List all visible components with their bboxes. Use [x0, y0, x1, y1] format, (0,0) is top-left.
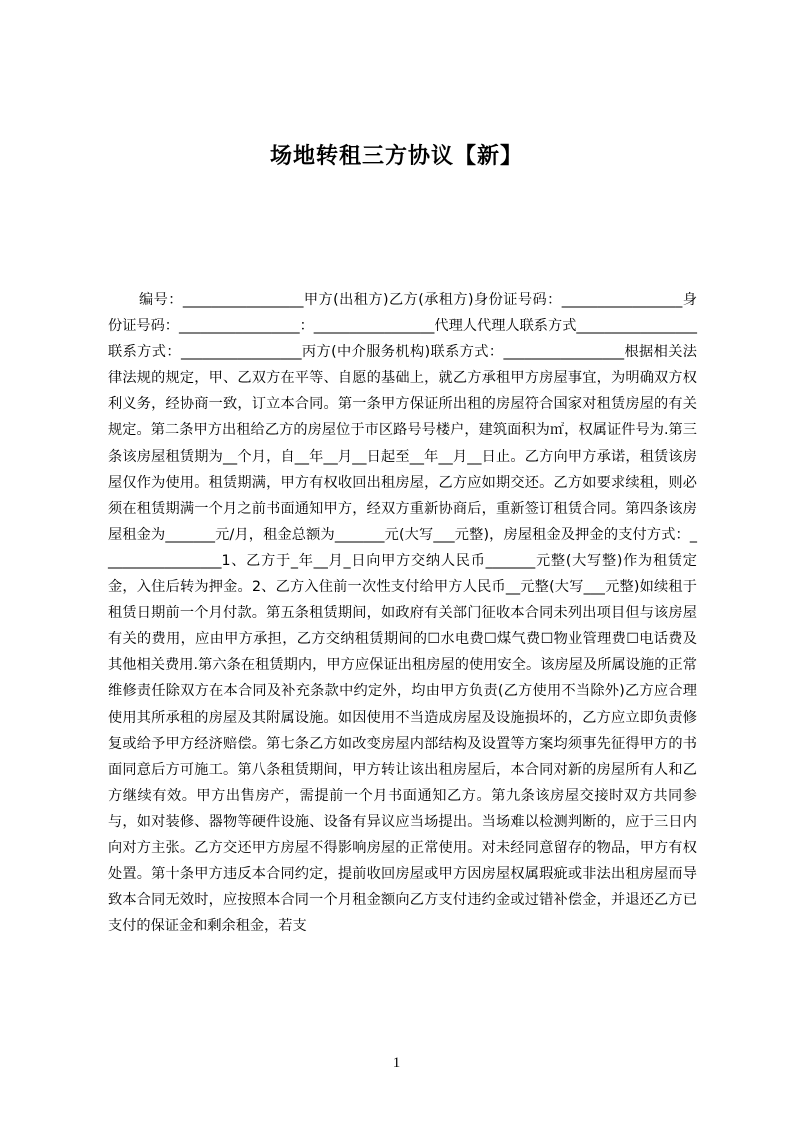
document-title: 场地转租三方协议【新】	[269, 144, 523, 169]
contract-body-text: 编号：_________________甲方(出租方)乙方(承租方)身份证号码：_________________身份证号码：_________________：_________________代理人代理人联系方式_________________联系方式：_________________丙方(中介服务机构)联系方式：_________________根据相关法律法规的规定，甲、乙双方在平等、自愿的基础上，就乙方承租甲方房屋事宜，为明确双方权利义务，经协商一致，订立本合同。第一条甲方保证所出租的房屋符合国家对租赁房屋的有关规定。第二条甲方出租给乙方的房屋位于市区路号号楼户，建筑面积为㎡，权属证件号为.第三条该房屋租赁期为__个月，自__年__月__日起至__年__月__日止。乙方向甲方承诺，租赁该房屋仅作为使用。租赁期满，甲方有权收回出租房屋，乙方应如期交还。乙方如要求续租，则必须在租赁期满一个月之前书面通知甲方，经双方重新协商后，重新签订租赁合同。第四条该房屋租金为_______元/月，租金总额为_______元(大写___元整)，房屋租金及押金的支付方式：_________________1、乙方于_年__月_日向甲方交纳人民币_______元整(大写整)作为租赁定金，入住后转为押金。2、乙方入住前一次性支付给甲方人民币__元整(大写___元整)如续租于租赁日期前一个月付款。第五条租赁期间，如政府有关部门征收本合同未列出项目但与该房屋有关的费用，应由甲方承担，乙方交纳租赁期间的☐水电费☐煤气费☐物业管理费☐电话费及其他相关费用.第六条在租赁期内，甲方应保证出租房屋的使用安全。该房屋及所属设施的正常维修责任除双方在本合同及补充条款中约定外，均由甲方负责(乙方使用不当除外)乙方应合理使用其所承租的房屋及其附属设施。如因使用不当造成房屋及设施损坏的，乙方应立即负责修复或给予甲方经济赔偿。第七条乙方如改变房屋内部结构及设置等方案均须事先征得甲方的书面同意后方可施工。第八条租赁期间，甲方转让该出租房屋后，本合同对新的房屋所有人和乙方继续有效。甲方出售房产，需提前一个月书面通知乙方。第九条该房屋交接时双方共同参与，如对装修、器物等硬件设施、设备有异议应当场提出。当场难以检测判断的，应于三日内向对方主张。乙方交还甲方房屋不得影响房屋的正常使用。对未经同意留存的物品，甲方有权处置。第十条甲方违反本合同约定，提前收回房屋或甲方因房屋权属瑕疵或非法出租房屋而导致本合同无效时，应按照本合同一个月租金额向乙方支付违约金或过错补偿金，并退还乙方已支付的保证金和剩余租金，若支	[108, 292, 697, 935]
page-number: 1	[392, 1055, 401, 1071]
